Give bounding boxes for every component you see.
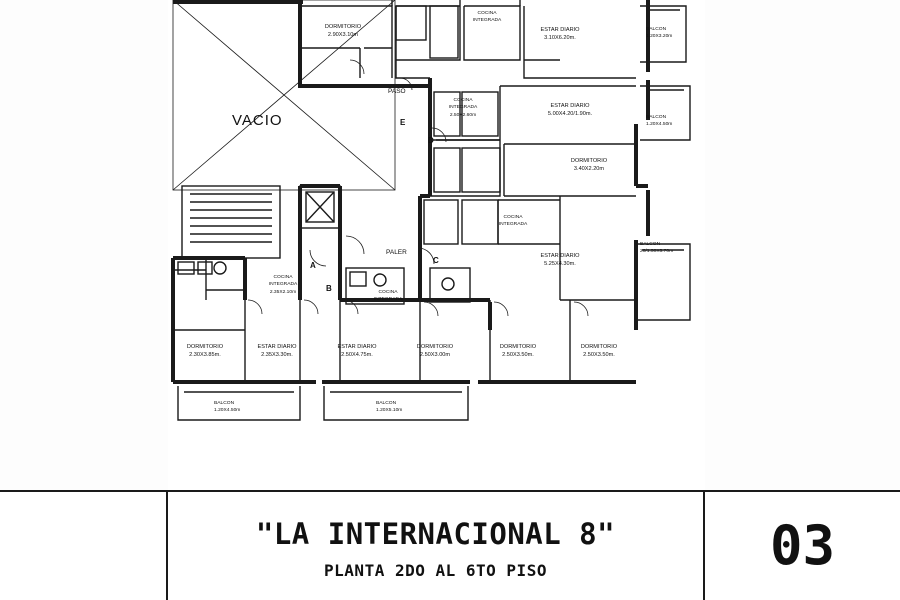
svg-text:COCINA: COCINA — [477, 11, 497, 16]
room-label-estar-diario-5 — [337, 344, 377, 358]
svg-text:COCINA: COCINA — [453, 98, 473, 103]
room-label-balcon-4 — [214, 400, 240, 413]
circulation-label-paso: PASO — [388, 88, 406, 95]
svg-text:2.90X3.10m: 2.90X3.10m — [327, 32, 359, 38]
svg-text:2.50X3.00m: 2.50X3.00m — [419, 352, 451, 358]
svg-text:2.50X4.75m.: 2.50X4.75m. — [341, 352, 373, 358]
room-label-dormitorio-6 — [581, 344, 618, 358]
svg-text:DORMITORIO: DORMITORIO — [580, 344, 618, 350]
circulation-label-paler: PALER — [386, 249, 407, 256]
svg-text:ESTAR DIARIO: ESTAR DIARIO — [257, 344, 297, 350]
svg-text:1.20X4.50m: 1.20X4.50m — [214, 408, 241, 413]
svg-text:INTEGRADA: INTEGRADA — [472, 18, 502, 23]
unit-marker-e: E — [400, 118, 406, 127]
sheet-number: 03 — [769, 514, 836, 577]
void-top-wall — [173, 0, 303, 4]
room-label-cocina-integrada-1 — [473, 10, 502, 23]
unit-marker-d: D — [428, 136, 434, 145]
room-label-balcon-3 — [640, 241, 673, 254]
svg-text:2.30X3.85m.: 2.30X3.85m. — [189, 352, 221, 358]
svg-text:2.50X2.60m: 2.50X2.60m — [449, 113, 477, 118]
room-label-estar-diario-1 — [540, 27, 580, 41]
title-block-right-cell — [705, 492, 900, 600]
svg-text:ESTAR DIARIO: ESTAR DIARIO — [540, 253, 580, 259]
title-block-center-cell — [168, 492, 705, 600]
svg-text:COCINA: COCINA — [273, 275, 293, 280]
svg-text:INTEGRADA: INTEGRADA — [498, 222, 528, 227]
svg-text:20/1.50X5.70m: 20/1.50X5.70m — [640, 249, 674, 254]
room-label-dormitorio-1 — [325, 24, 362, 38]
svg-text:DORMITORIO: DORMITORIO — [416, 344, 454, 350]
svg-text:DORMITORIO: DORMITORIO — [570, 158, 608, 164]
room-label-balcon-2 — [646, 114, 672, 127]
svg-text:ESTAR DIARIO: ESTAR DIARIO — [337, 344, 377, 350]
svg-text:COCINA: COCINA — [503, 215, 523, 220]
room-label-cocina-integrada-2 — [449, 97, 478, 118]
svg-text:BALCON: BALCON — [214, 401, 235, 406]
room-label-dormitorio-3 — [187, 344, 224, 358]
svg-text:3.40X2.20m: 3.40X2.20m — [573, 166, 605, 172]
room-label-dormitorio-2 — [571, 158, 608, 172]
svg-text:BALCON: BALCON — [376, 401, 397, 406]
room-label-balcon-5 — [376, 400, 402, 413]
unit-marker-c: C — [433, 256, 439, 265]
svg-text:BALCON: BALCON — [640, 242, 661, 247]
svg-text:2.35X3.30m.: 2.35X3.30m. — [261, 352, 293, 358]
svg-text:5.00X4.20/1.90m.: 5.00X4.20/1.90m. — [547, 111, 593, 117]
svg-text:2.35X2.10m: 2.35X2.10m — [269, 290, 297, 295]
plan-subtitle: PLANTA 2DO AL 6TO PISO — [324, 560, 547, 580]
unit-marker-b: B — [326, 284, 332, 293]
room-label-dormitorio-5 — [500, 344, 537, 358]
project-title: "LA INTERNACIONAL 8" — [255, 516, 616, 551]
svg-text:COCINA: COCINA — [378, 290, 398, 295]
room-label-cocina-integrada-4 — [269, 274, 298, 295]
svg-text:ESTAR DIARIO: ESTAR DIARIO — [550, 103, 590, 109]
svg-text:DORMITORIO: DORMITORIO — [324, 24, 362, 30]
void-shaft — [173, 0, 395, 190]
svg-text:BALCON: BALCON — [646, 115, 667, 120]
room-label-cocina-integrada-3 — [499, 214, 528, 227]
room-label-cocina-integrada-5 — [374, 289, 403, 302]
void-label: VACIO — [232, 112, 283, 129]
svg-text:INTEGRADA: INTEGRADA — [448, 105, 478, 110]
svg-text:1.20X3.20m: 1.20X3.20m — [646, 34, 673, 39]
svg-text:INTEGRADA: INTEGRADA — [373, 297, 403, 302]
room-label-dormitorio-4 — [417, 344, 454, 358]
room-label-estar-diario-4 — [257, 344, 297, 358]
svg-text:1.20X5.10m: 1.20X5.10m — [376, 408, 403, 413]
svg-text:2.50X3.50m.: 2.50X3.50m. — [502, 352, 534, 358]
svg-text:3.10X6.20m.: 3.10X6.20m. — [544, 35, 576, 41]
svg-text:5.25X4.30m.: 5.25X4.30m. — [544, 261, 576, 267]
room-label-estar-diario-2 — [548, 103, 593, 117]
svg-text:2.50X3.50m.: 2.50X3.50m. — [583, 352, 615, 358]
svg-text:DORMITORIO: DORMITORIO — [186, 344, 224, 350]
svg-text:BALCON: BALCON — [646, 27, 667, 32]
svg-text:1.20X4.50m: 1.20X4.50m — [646, 122, 673, 127]
unit-marker-a: A — [310, 261, 316, 270]
svg-text:INTEGRADA: INTEGRADA — [268, 282, 298, 287]
svg-text:ESTAR DIARIO: ESTAR DIARIO — [540, 27, 580, 33]
svg-text:DORMITORIO: DORMITORIO — [499, 344, 537, 350]
title-block — [0, 490, 900, 600]
title-block-left-cell — [0, 492, 168, 600]
